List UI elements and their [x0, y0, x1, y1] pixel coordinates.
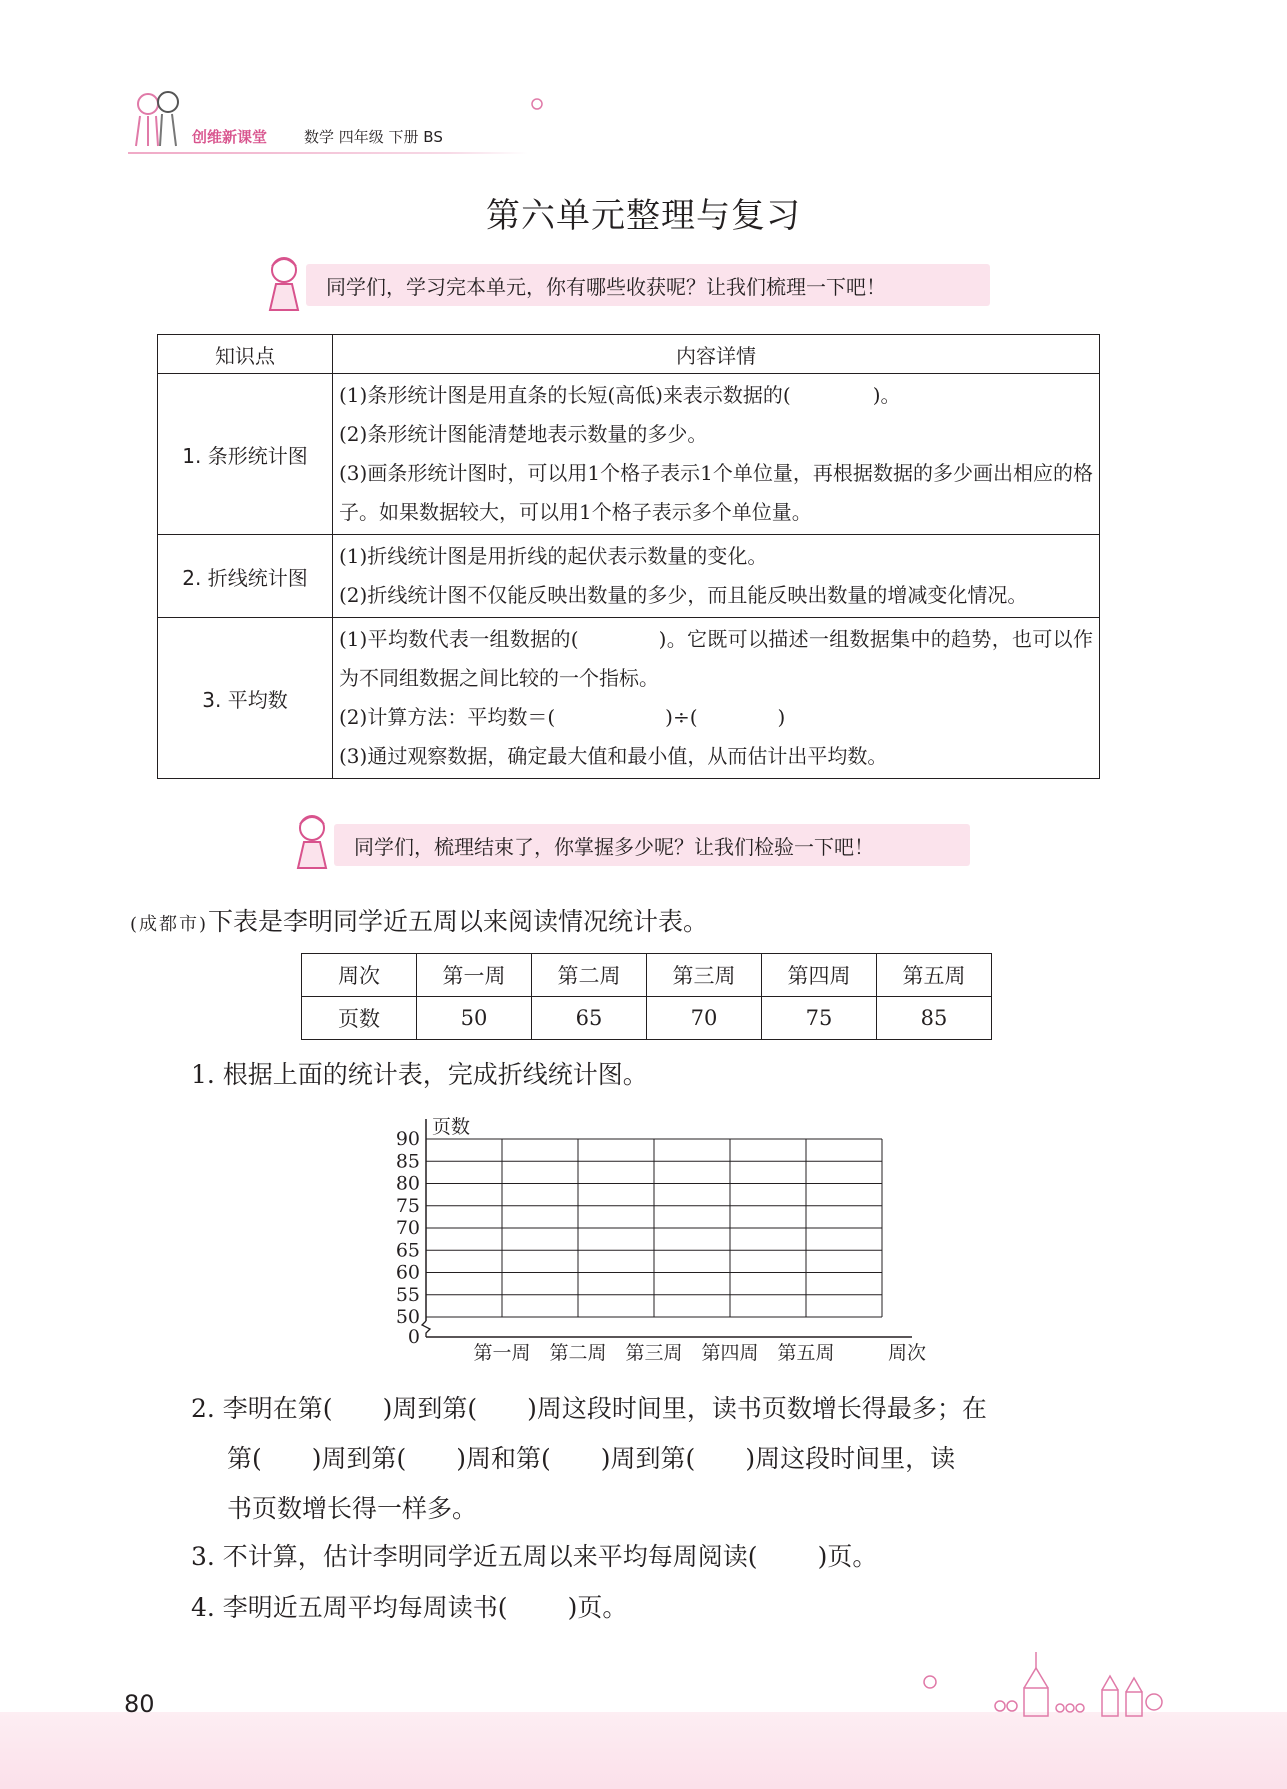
table-cell: 第三周	[647, 954, 762, 997]
y-tick-label: 60	[395, 1261, 420, 1284]
table-row	[158, 374, 1100, 535]
topic-cell: 3. 平均数	[158, 618, 333, 779]
detail-line: (2)折线统计图不仅能反映出数量的多少，而且能反映出数量的增减变化情况。	[339, 583, 1028, 607]
question-line: 2. 李明在第( )周到第( )周这段时间里，读书页数增长得最多；在	[191, 1394, 987, 1423]
table-row	[302, 954, 992, 997]
y-tick-label: 65	[395, 1239, 420, 1262]
reading-data-table	[301, 953, 992, 1040]
flower-decoration-icon	[528, 96, 546, 112]
table-cell: 65	[532, 997, 647, 1040]
table-cell: 第五周	[877, 954, 992, 997]
y-tick-label: 80	[395, 1172, 420, 1195]
question-3: 3. 不计算，估计李明同学近五周以来平均每周阅读( )页。	[191, 1542, 878, 1571]
table-cell: 70	[647, 997, 762, 1040]
table-row	[158, 535, 1100, 618]
girl-mascot-icon	[262, 254, 306, 316]
y-tick-label: 50	[395, 1306, 420, 1328]
detail-line: (3)画条形统计图时，可以用1个格子表示1个单位量，再根据数据的多少画出相应的格子。如果数据较大，可以用1个格子表示多个单位量。	[339, 461, 1093, 524]
x-tick-label: 第五周	[777, 1342, 835, 1364]
y-tick-label: 70	[395, 1217, 420, 1239]
page-title: 第六单元整理与复习	[486, 196, 801, 236]
page-header	[128, 86, 528, 156]
detail-line: (3)通过观察数据，确定最大值和最小值，从而估计出平均数。	[339, 744, 888, 768]
question-line: 书页数增长得一样多。	[227, 1494, 478, 1523]
detail-cell	[333, 374, 1100, 535]
table-cell: 第二周	[532, 954, 647, 997]
header-topic: 知识点	[158, 335, 333, 374]
header-detail: 内容详情	[333, 335, 1100, 374]
x-tick-label: 第二周	[549, 1342, 607, 1364]
topic-cell: 1. 条形统计图	[158, 374, 333, 535]
table-cell: 85	[877, 997, 992, 1040]
y-tick-label: 75	[395, 1194, 420, 1217]
detail-line: (1)平均数代表一组数据的( )。它既可以描述一组数据集中的趋势，也可以作为不同组数据之间比较的一个指标。	[339, 627, 1093, 690]
header-rule	[128, 152, 528, 154]
y-axis-label: 页数	[432, 1116, 471, 1138]
table-header-row	[158, 335, 1100, 374]
review-check-banner: 同学们，梳理结束了，你掌握多少呢？让我们检验一下吧！	[334, 824, 970, 866]
detail-line: (1)折线统计图是用折线的起伏表示数量的变化。	[339, 544, 768, 568]
book-subject: 数学 四年级 下册 BS	[304, 128, 443, 146]
table-row	[158, 618, 1100, 779]
y-tick-label: 0	[407, 1326, 420, 1348]
y-tick-label: 90	[395, 1128, 420, 1150]
page-number: 80	[124, 1690, 155, 1718]
kids-logo-icon	[128, 86, 188, 152]
question-line: 第( )周到第( )周和第( )周到第( )周这段时间里，读	[227, 1444, 956, 1473]
detail-line: (2)计算方法：平均数＝( )÷( )	[339, 705, 786, 729]
question-1: 1. 根据上面的统计表，完成折线统计图。	[191, 1060, 648, 1089]
question-2	[191, 1384, 1141, 1534]
x-tick-label: 第四周	[701, 1342, 759, 1364]
detail-line: (2)条形统计图能清楚地表示数量的多少。	[339, 422, 708, 446]
brand-name: 创维新课堂	[192, 128, 268, 146]
y-tick-label: 55	[395, 1283, 420, 1306]
knowledge-table	[157, 334, 1100, 779]
table-cell: 第四周	[762, 954, 877, 997]
source-city: (成都市)	[130, 914, 209, 935]
line-chart-grid[interactable]	[380, 1105, 940, 1365]
axis-break-mark	[422, 1321, 430, 1337]
detail-cell	[333, 535, 1100, 618]
girl-mascot-icon	[290, 812, 334, 874]
x-tick-label: 第一周	[473, 1342, 531, 1364]
table-cell: 周次	[302, 954, 417, 997]
review-intro-banner: 同学们，学习完本单元，你有哪些收获呢？让我们梳理一下吧！	[306, 264, 990, 306]
table-cell: 75	[762, 997, 877, 1040]
x-tick-label: 第三周	[625, 1342, 683, 1364]
table-cell: 第一周	[417, 954, 532, 997]
table-cell: 50	[417, 997, 532, 1040]
footer-band	[0, 1712, 1287, 1789]
topic-cell: 2. 折线统计图	[158, 535, 333, 618]
x-axis-label: 周次	[888, 1342, 927, 1364]
exercise-intro	[130, 902, 708, 938]
table-cell: 页数	[302, 997, 417, 1040]
intro-text: 下表是李明同学近五周以来阅读情况统计表。	[208, 907, 709, 936]
detail-cell	[333, 618, 1100, 779]
y-tick-label: 85	[395, 1150, 420, 1173]
table-row	[302, 997, 992, 1040]
question-4: 4. 李明近五周平均每周读书( )页。	[191, 1593, 628, 1622]
detail-line: (1)条形统计图是用直条的长短(高低)来表示数据的( )。	[339, 383, 901, 407]
castle-decoration-icon	[920, 1648, 1165, 1718]
